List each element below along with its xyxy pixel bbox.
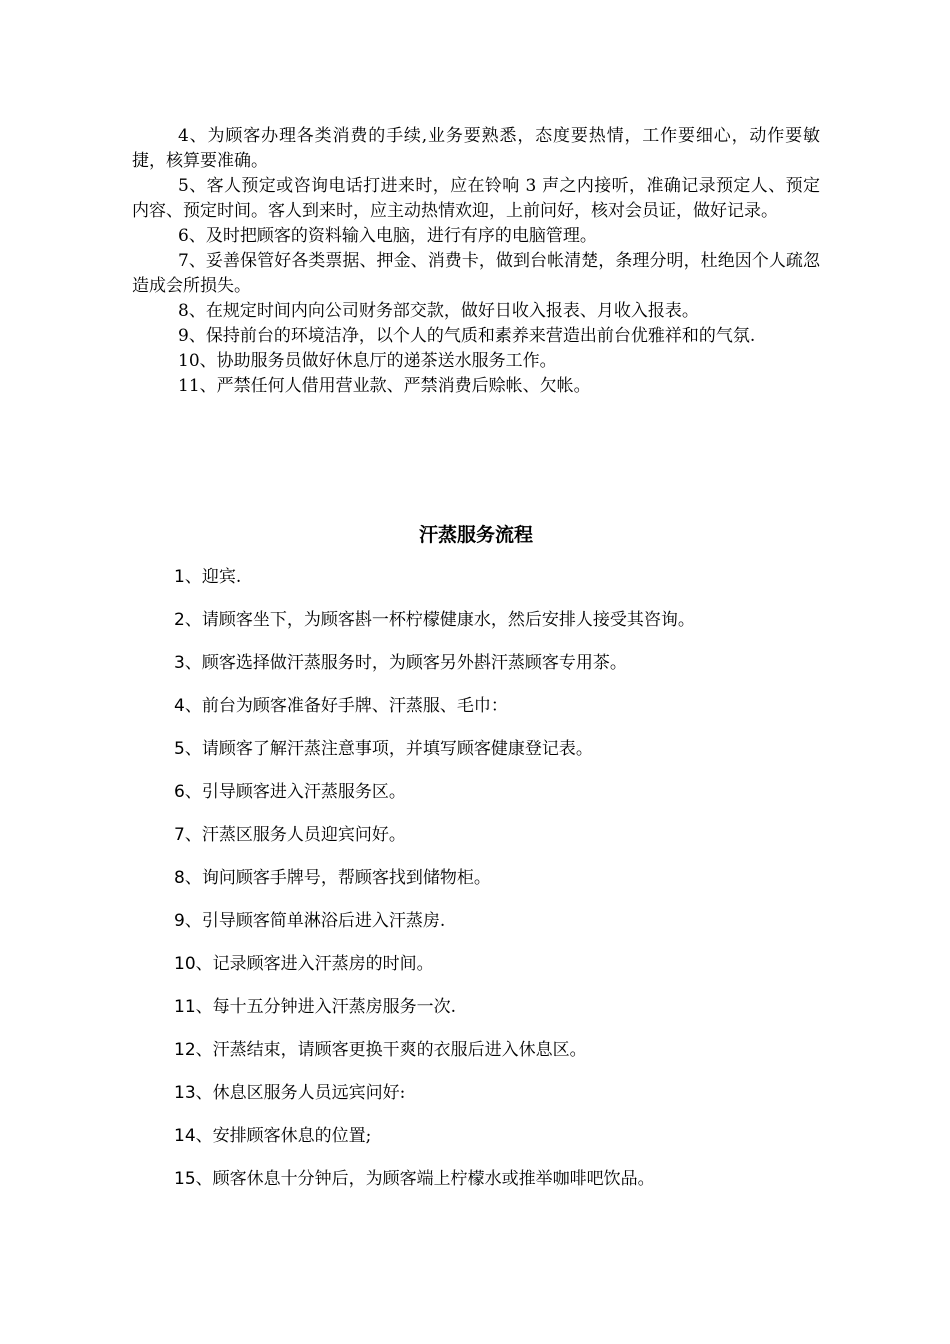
step-number: 8 bbox=[174, 868, 185, 888]
step-number: 10 bbox=[174, 954, 196, 974]
step-text: 、引导顾客简单淋浴后进入汗蒸房. bbox=[184, 911, 446, 931]
step-number: 6 bbox=[174, 782, 185, 802]
service-step bbox=[174, 607, 834, 650]
step-text: 、前台为顾客准备好手牌、汗蒸服、毛巾： bbox=[184, 696, 508, 716]
step-number: 4 bbox=[174, 696, 185, 716]
step-number: 1 bbox=[174, 567, 185, 587]
service-step bbox=[174, 736, 834, 779]
rule-paragraph: 8、在规定时间内向公司财务部交款，做好日收入报表、月收入报表。 bbox=[178, 301, 699, 321]
rule-paragraph: 7、妥善保管好各类票据、押金、消费卡，做到台帐清楚，条理分明，杜绝因个人疏忽造成会所损失。 bbox=[132, 251, 820, 296]
service-step bbox=[174, 1080, 834, 1123]
rule-paragraph: 10、协助服务员做好休息厅的递茶送水服务工作。 bbox=[178, 351, 557, 371]
step-number: 7 bbox=[174, 825, 185, 845]
step-text: 、安排顾客休息的位置; bbox=[195, 1126, 372, 1146]
step-text: 、每十五分钟进入汗蒸房服务一次. bbox=[195, 997, 457, 1017]
front-desk-rules bbox=[132, 124, 820, 399]
step-text: 、汗蒸结束，请顾客更换干爽的衣服后进入休息区。 bbox=[195, 1040, 587, 1060]
step-number: 9 bbox=[174, 911, 185, 931]
step-text: 、顾客选择做汗蒸服务时，为顾客另外斟汗蒸顾客专用茶。 bbox=[184, 653, 627, 673]
step-number: 5 bbox=[174, 739, 185, 759]
rule-paragraph: 6、及时把顾客的资料输入电脑，进行有序的电脑管理。 bbox=[178, 226, 597, 246]
service-step bbox=[174, 951, 834, 994]
section-title: 汗蒸服务流程 bbox=[418, 524, 533, 546]
step-number: 3 bbox=[174, 653, 185, 673]
step-text: 、请顾客坐下，为顾客斟一杯柠檬健康水，然后安排人接受其咨询。 bbox=[184, 610, 695, 630]
step-number: 14 bbox=[174, 1126, 196, 1146]
rule-paragraph: 11、严禁任何人借用营业款、严禁消费后赊帐、欠帐。 bbox=[178, 376, 591, 396]
service-step bbox=[174, 779, 834, 822]
step-number: 2 bbox=[174, 610, 185, 630]
service-steps-list bbox=[174, 564, 834, 1209]
step-number: 15 bbox=[174, 1169, 196, 1189]
step-number: 13 bbox=[174, 1083, 196, 1103]
service-step bbox=[174, 994, 834, 1037]
service-step bbox=[174, 822, 834, 865]
service-step bbox=[174, 1037, 834, 1080]
service-step bbox=[174, 693, 834, 736]
rule-paragraph: 9、保持前台的环境洁净，以个人的气质和素养来营造出前台优雅祥和的气氛. bbox=[178, 326, 756, 346]
step-text: 、汗蒸区服务人员迎宾问好。 bbox=[184, 825, 406, 845]
step-text: 、休息区服务人员远宾问好: bbox=[195, 1083, 406, 1103]
step-text: 、记录顾客进入汗蒸房的时间。 bbox=[195, 954, 434, 974]
service-step bbox=[174, 865, 834, 908]
step-text: 、引导顾客进入汗蒸服务区。 bbox=[184, 782, 406, 802]
rule-paragraph: 4、为顾客办理各类消费的手续,业务要熟悉，态度要热情，工作要细心，动作要敏捷，核算要准确。 bbox=[132, 126, 820, 171]
service-step bbox=[174, 1166, 834, 1209]
step-text: 、询问顾客手牌号，帮顾客找到储物柜。 bbox=[184, 868, 491, 888]
step-text: 、请顾客了解汗蒸注意事项，并填写顾客健康登记表。 bbox=[184, 739, 593, 759]
service-step bbox=[174, 650, 834, 693]
rule-paragraph: 5、客人预定或咨询电话打进来时，应在铃响 3 声之内接听，准确记录预定人、预定内容、预定时间。客人到来时，应主动热情欢迎，上前问好，核对会员证，做好记录。 bbox=[132, 176, 820, 221]
service-step bbox=[174, 1123, 834, 1166]
step-number: 12 bbox=[174, 1040, 196, 1060]
step-number: 11 bbox=[174, 997, 196, 1017]
step-text: 、顾客休息十分钟后，为顾客端上柠檬水或推举咖啡吧饮品。 bbox=[195, 1169, 655, 1189]
service-step bbox=[174, 564, 834, 607]
service-step bbox=[174, 908, 834, 951]
step-text: 、迎宾. bbox=[184, 567, 242, 587]
